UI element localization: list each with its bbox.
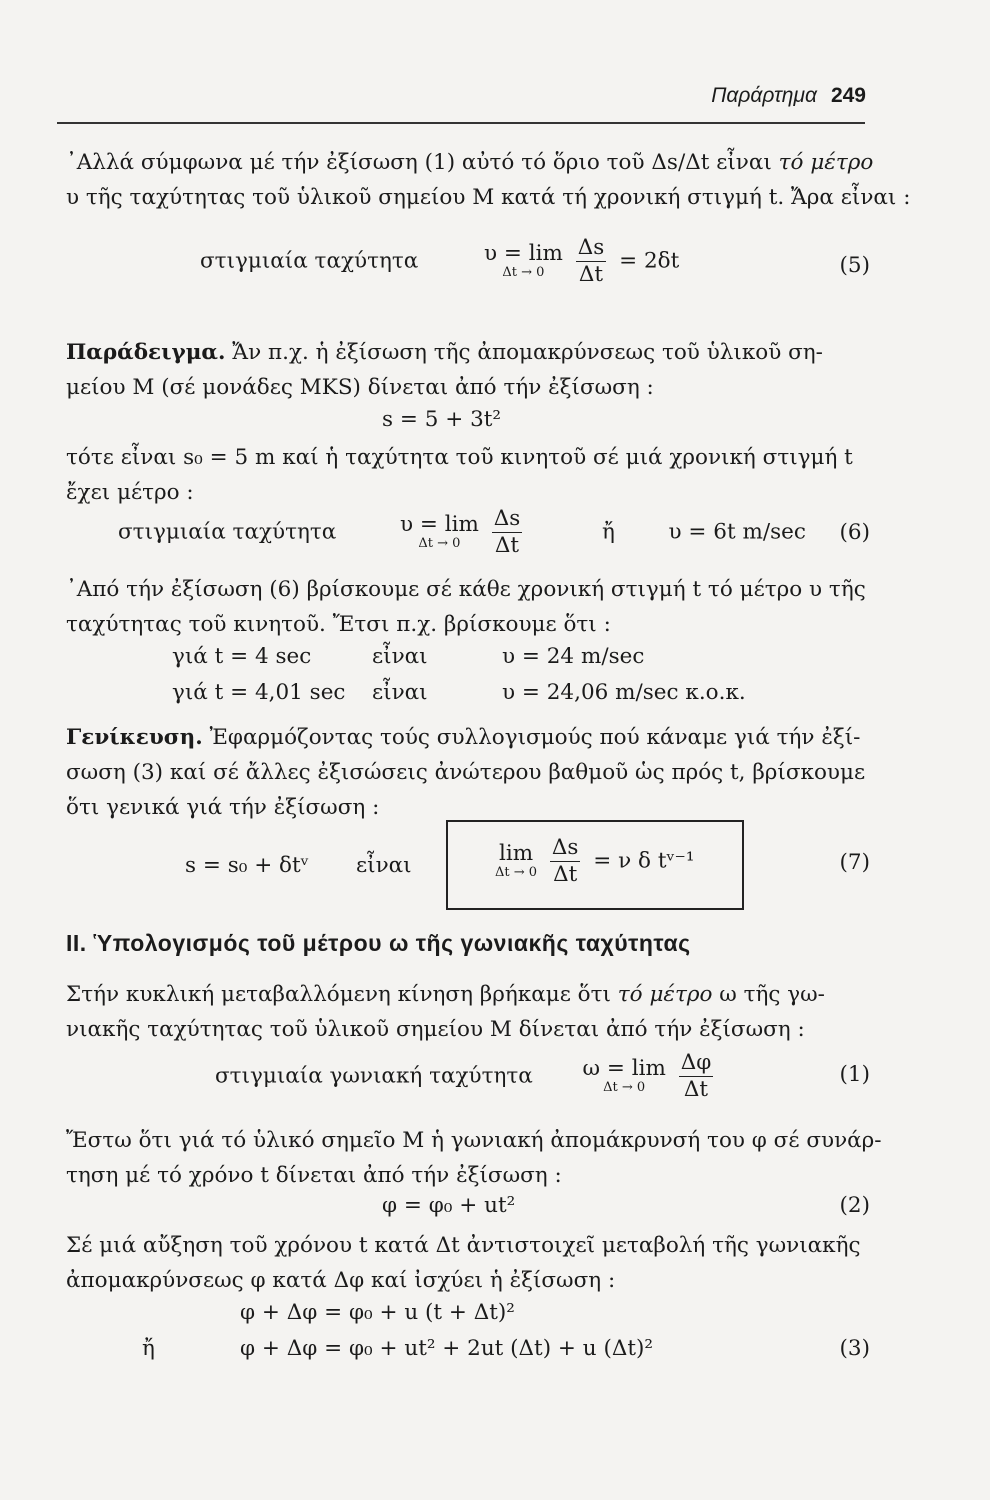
eq6-or: ἤ [601, 519, 615, 545]
value-row-1-verb: εἶναι [372, 644, 428, 669]
header-title: Παράρτημα [711, 84, 817, 107]
eq7-limit-sub: Δt → 0 [495, 864, 538, 880]
generalization-line1: Ἐφαρμόζοντας τούς συλλογισμούς πού κάναμε γιά τήν ἐξί- [202, 725, 861, 750]
eq7-numerator: Δs [551, 835, 579, 860]
eq1-number: (1) [839, 1062, 870, 1087]
running-header [711, 84, 866, 108]
example-line2: μείου Μ (σέ μονάδες MKS) δίνεται ἀπό τήν ἐξίσωση : [66, 375, 654, 400]
eq3b-or: ἤ [142, 1336, 155, 1361]
eq2-text: φ = φ₀ + ut² [382, 1193, 516, 1218]
value-row-1 [172, 644, 644, 669]
eq6-number: (6) [839, 520, 870, 545]
eq6-numerator: Δs [493, 506, 521, 531]
angular-line2: νιακῆς ταχύτητας τοῦ ὑλικοῦ σημείου Μ δίνεται ἀπό τήν ἐξίσωση : [66, 1017, 805, 1042]
paragraph-example [66, 335, 871, 405]
paragraph-generalization [66, 720, 871, 825]
eq7-denominator: Δt [553, 862, 578, 887]
eq6-label: στιγμιαία ταχύτητα [118, 519, 337, 545]
value-row-2-verb: εἶναι [372, 680, 428, 705]
eq6-denominator: Δt [494, 533, 520, 558]
example-equation: s = 5 + 3t² [382, 407, 502, 432]
eq7-verb: εἶναι [356, 853, 412, 878]
eq5-limit-sub: Δt → 0 [502, 264, 545, 280]
example-line4: ἔχει μέτρο : [66, 480, 194, 505]
eq1-denominator: Δt [683, 1077, 709, 1102]
equation-1 [215, 1050, 719, 1103]
example-title: Παράδειγμα. [66, 340, 226, 365]
header-rule [57, 122, 865, 124]
eq6-rhs: υ = 6t m/sec [668, 519, 806, 545]
eq3-number: (3) [839, 1336, 870, 1361]
increment-line1: Σέ μιά αὔξηση τοῦ χρόνου t κατά Δt ἀντιστοιχεῖ μεταβολή τῆς γωνιακῆς [66, 1233, 861, 1258]
example-line3: τότε εἶναι s₀ = 5 m καί ἡ ταχύτητα τοῦ κινητοῦ σέ μιά χρονική στιγμή t [66, 445, 853, 470]
eq1-label: στιγμιαία γωνιακή ταχύτητα [215, 1063, 533, 1089]
angular-line1-post: ω τῆς γω- [712, 982, 825, 1007]
eq7-rhs: = ν δ tᵛ⁻¹ [593, 848, 695, 874]
value-row-2-time: γιά t = 4,01 sec [172, 680, 346, 705]
intro-emphasis: τό μέτρο [778, 150, 874, 175]
eq6-lhs: υ = lim [399, 511, 479, 537]
equation-7 [495, 835, 694, 888]
eq5-lhs: υ = lim [483, 240, 563, 266]
value-row-2 [172, 680, 746, 705]
paragraph-increment [66, 1228, 871, 1298]
angular-line1-pre: Στήν κυκλική μεταβαλλόμενη κίνηση βρήκαμε ὅτι [66, 982, 618, 1007]
section-heading: ΙΙ. Ὑπολογισμός τοῦ μέτρου ω τῆς γωνιακῆς ταχύτητας [66, 930, 691, 956]
generalization-line2: σωση (3) καί σέ ἄλλες ἐξισώσεις ἀνώτερου βαθμοῦ ὡς πρός t, βρίσκουμε [66, 760, 866, 785]
results-line2: ταχύτητας τοῦ κινητοῦ. Ἔτσι π.χ. βρίσκουμε ὅτι : [66, 612, 611, 637]
eq5-number: (5) [839, 253, 870, 278]
eq3b-text: φ + Δφ = φ₀ + ut² + 2ut (Δt) + u (Δt)² [240, 1336, 654, 1361]
intro-line1: ᾽Αλλά σύμφωνα μέ τήν ἐξίσωση (1) αὐτό τό ὅριο τοῦ Δs/Δt εἶναι [66, 150, 779, 175]
page-number: 249 [830, 84, 866, 107]
eq5-label: στιγμιαία ταχύτητα [200, 248, 419, 274]
eq1-limit-sub: Δt → 0 [603, 1079, 646, 1095]
value-row-1-speed: υ = 24 m/sec [502, 644, 645, 669]
paragraph-intro [66, 145, 911, 215]
eq3a-text: φ + Δφ = φ₀ + u (t + Δt)² [240, 1300, 515, 1325]
equation-5 [200, 235, 679, 288]
generalization-line3: ὅτι γενικά γιά τήν ἐξίσωση : [66, 795, 380, 820]
eq2-number: (2) [839, 1193, 870, 1218]
example-line1: Ἄν π.χ. ἡ ἐξίσωση τῆς ἀπομακρύνσεως τοῦ ὑλικοῦ ση- [225, 340, 823, 365]
intro-line2: υ τῆς ταχύτητας τοῦ ὑλικοῦ σημείου Μ κατά τή χρονική στιγμή t. Ἄρα εἶναι : [66, 185, 911, 210]
displacement-line2: τηση μέ τό χρόνο t δίνεται ἀπό τήν ἐξίσωση : [66, 1163, 562, 1188]
eq5-rhs: = 2δt [619, 248, 680, 274]
value-row-2-speed: υ = 24,06 m/sec κ.ο.κ. [502, 680, 746, 705]
results-line1: ᾽Από τήν ἐξίσωση (6) βρίσκουμε σέ κάθε χρονική στιγμή t τό μέτρο υ τῆς [66, 577, 866, 602]
angular-emphasis: τό μέτρο [617, 982, 713, 1007]
equation-6 [118, 506, 806, 559]
paragraph-angular [66, 977, 871, 1047]
eq5-numerator: Δs [577, 235, 605, 260]
generalization-title: Γενίκευση. [66, 725, 203, 750]
eq6-limit-sub: Δt → 0 [418, 535, 461, 551]
value-row-1-time: γιά t = 4 sec [172, 644, 312, 669]
eq1-lhs: ω = lim [582, 1055, 666, 1081]
displacement-line1: Ἔστω ὅτι γιά τό ὑλικό σημεῖο Μ ἡ γωνιακή ἀπομάκρυνσή του φ σέ συνάρ- [66, 1128, 882, 1153]
eq1-numerator: Δφ [680, 1050, 712, 1075]
eq7-lim: lim [498, 840, 534, 866]
eq7-number: (7) [839, 850, 870, 875]
paragraph-displacement [66, 1123, 882, 1193]
increment-line2: ἀπομακρύνσεως φ κατά Δφ καί ἰσχύει ἡ ἐξίσωση : [66, 1268, 616, 1293]
eq7-lhs: s = s₀ + δtᵛ [185, 853, 309, 878]
eq5-denominator: Δt [578, 262, 604, 287]
paragraph-example-cont [66, 440, 871, 510]
paragraph-results [66, 572, 871, 642]
